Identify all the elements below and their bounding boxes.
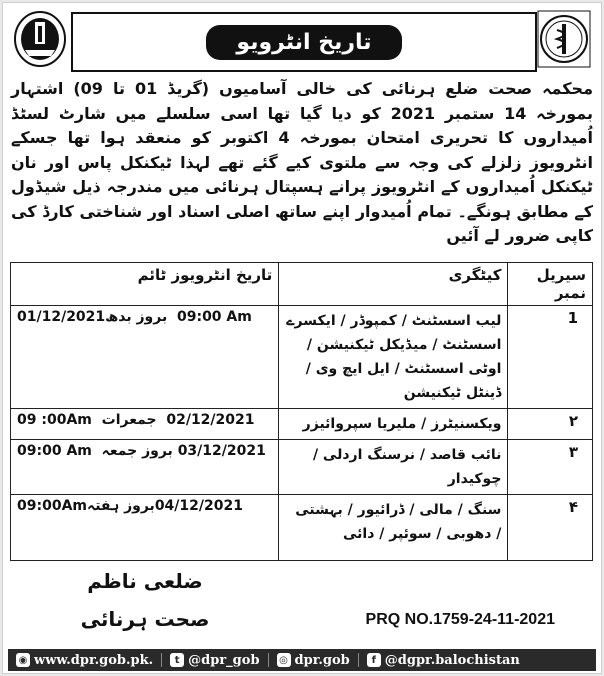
table-row (11, 440, 593, 495)
facebook-icon: f (367, 653, 381, 667)
date-time-cell (11, 306, 279, 409)
divider (161, 653, 162, 667)
instagram-handle: dpr.gob (294, 652, 350, 668)
reference-number: PRQ NO.1759-24-11-2021 (365, 611, 555, 628)
category-cell: سنگ / مالی / ڈرائیور / بہشتی / دھوبی / سوئپر / دائی (279, 495, 508, 561)
website-link[interactable] (16, 653, 153, 668)
interview-day: بروز جمعہ (101, 443, 173, 459)
title-frame (71, 12, 537, 72)
serial-cell: ۲ (508, 409, 593, 440)
category-cell: لیب اسسٹنٹ / کمپوڈر / ایکسرے اسسٹنٹ / میڈیکل ٹیکنیشن / اوٹی اسسٹنٹ / ایل ایچ وی / ڈینٹل ٹیکنیشن (279, 306, 508, 409)
twitter-handle: @dpr_gob (188, 652, 260, 668)
instagram-link[interactable] (277, 653, 350, 668)
newspaper-notice (2, 2, 602, 674)
facebook-link[interactable] (367, 653, 520, 668)
interview-time: 09:00Am (17, 498, 87, 514)
serial-cell: ۴ (508, 495, 593, 561)
table-row (11, 306, 593, 409)
interview-time: 09 :00Am (17, 412, 92, 428)
health-department-seal (537, 10, 591, 68)
website-text: www.dpr.gob.pk. (34, 652, 154, 668)
date-time-cell (11, 440, 279, 495)
interview-schedule-table (10, 262, 593, 561)
date-time-cell (11, 409, 279, 440)
notice-header (9, 8, 595, 72)
government-logo-left (13, 10, 67, 68)
twitter-link[interactable] (170, 653, 259, 668)
category-cell: ویکسنیٹرز / ملیریا سپروائیزر (279, 409, 508, 440)
interview-date: 01/12/2021 (17, 309, 106, 325)
instagram-icon: ◎ (277, 653, 291, 667)
facebook-handle: @dgpr.balochistan (384, 652, 520, 668)
signatory-department: صحت ہرنائی (80, 607, 210, 631)
divider (268, 653, 269, 667)
interview-time: 09:00 Am (176, 309, 252, 325)
notice-title: تاریخ انٹرویو (206, 25, 401, 60)
interview-date: 03/12/2021 (177, 443, 266, 459)
serial-cell: 1 (508, 306, 593, 409)
table-row (11, 495, 593, 561)
signatory-title: ضلعی ناظم (87, 569, 203, 593)
twitter-icon: t (170, 653, 184, 667)
interview-day: بروز ہفتہ (87, 498, 155, 514)
table-row (11, 409, 593, 440)
serial-cell: ۳ (508, 440, 593, 495)
header-category: کیٹگری (279, 263, 508, 306)
interview-day: جمعرات (101, 412, 157, 428)
interview-day: بروز بدھ (105, 309, 168, 325)
interview-date: 04/12/2021 (154, 498, 243, 514)
header-date-time: تاریخ انٹرویوز ٹائم (11, 263, 279, 306)
interview-date: 02/12/2021 (166, 412, 255, 428)
divider (358, 653, 359, 667)
header-serial: سیریل نمبر (508, 263, 593, 306)
notice-paragraph: محکمہ صحت ضلع ہرنائی کی خالی آسامیوں (گریڈ 01 تا 09) اشتہار بمورخہ 14 ستمبر 2021 کو دیا گیا تھا اسی سلسلے میں شارٹ لسٹڈ اُمیداروں کا تحریری امتحان بمورخہ 4 اکتوبر کو منعقد ہوا تھا جسکے انٹرویوز زلزلے کی وجہ سے ملتوی کیے گئے تھے لہذا ٹیکنکل پاس اور نان ٹیکنکل اُمیداروں کے انٹرویوز پرانے ہسپتال ہرنائی میں مندرجہ ذیل شیڈول کے مطابق ہونگے۔ تمام اُمیدوار اپنے ساتھ اصلی اسناد اور شناختی کارڈ کی کاپی ضرور لے آئیں (11, 79, 594, 245)
globe-icon: ◉ (16, 653, 30, 667)
table-header-row (11, 263, 593, 306)
social-media-bar (8, 649, 596, 671)
interview-time: 09:00 Am (17, 443, 92, 459)
date-time-cell (11, 495, 279, 561)
category-cell: نائب قاصد / نرسنگ اردلی / چوکیدار (279, 440, 508, 495)
